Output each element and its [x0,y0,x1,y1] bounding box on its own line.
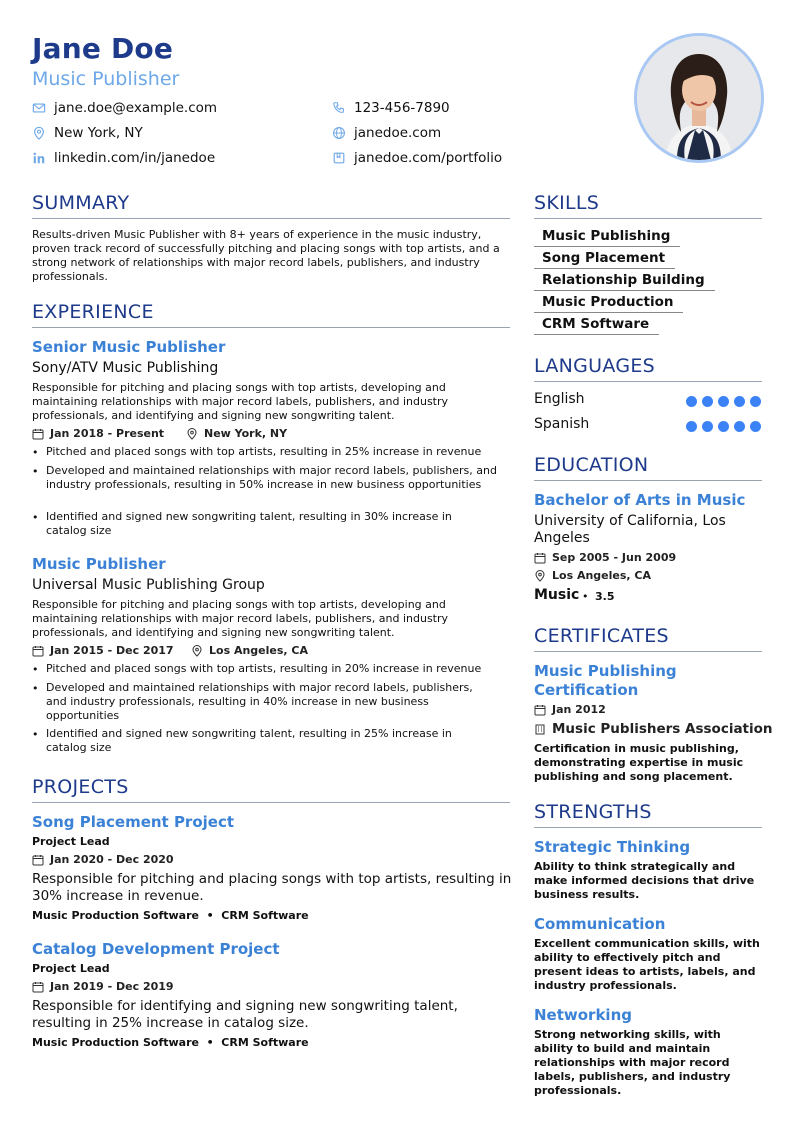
skill-tag: CRM Software [534,316,659,335]
skill-tag: Music Production [534,294,683,313]
proficiency-dot [702,421,713,432]
location-pin-icon [534,570,546,582]
job-bullet: • Pitched and placed songs with top artists, resulting in 25% increase in revenue [46,445,506,459]
proficiency-dot [686,421,697,432]
job-bullet: • Pitched and placed songs with top artists, resulting in 20% increase in revenue [46,662,506,676]
job-dates: Jan 2015 - Dec 2017 [32,644,174,657]
job-location: New York, NY [186,427,287,440]
job-company: Universal Music Publishing Group [32,577,265,593]
languages-heading: LANGUAGES [534,355,656,377]
skills-heading: SKILLS [534,192,600,214]
education-divider [534,480,762,481]
project-role: Project Lead [32,835,110,848]
project-description: Responsible for identifying and signing new songwriting talent, resulting in 25% increase in catalog size. [32,998,458,1031]
language-name: Spanish [534,416,590,432]
job-location: Los Angeles, CA [191,644,308,657]
experience-divider [32,327,510,328]
location-pin-icon [191,645,203,657]
skills-divider [534,218,762,219]
calendar-icon [32,981,44,993]
globe-icon [332,126,346,140]
job-dates: Jan 2018 - Present [32,427,164,440]
education-location: Los Angeles, CA [534,569,651,582]
job-title: Music Publisher [32,555,166,573]
linkedin-icon [32,151,46,165]
skill-tag: Relationship Building [534,272,715,291]
experience-heading: EXPERIENCE [32,301,154,323]
job-description: Responsible for pitching and placing songs with top artists, developing and maintaining relationships with major record labels, publishers, and industry professionals, and identifying and signing new songwriting talent. [32,381,449,422]
certificate-issuer: Music Publishers Association [534,721,773,737]
project-role: Project Lead [32,962,110,975]
contact-location: New York, NY [32,125,143,141]
proficiency-dot [750,421,761,432]
calendar-icon [32,428,44,440]
strength-title: Networking [534,1006,632,1024]
calendar-icon [32,645,44,657]
education-dates: Sep 2005 - Jun 2009 [534,551,676,564]
mail-icon [32,101,46,115]
contact-email[interactable]: jane.doe@example.com [32,100,217,116]
avatar [637,36,761,160]
portfolio-icon [332,151,346,165]
education-heading: EDUCATION [534,454,649,476]
education-gpa: 3.5 [595,590,615,603]
proficiency-dot [734,396,745,407]
project-description: Responsible for pitching and placing songs with top artists, resulting in 30% increase in revenue. [32,871,512,904]
strength-description: Excellent communication skills, with ability to effectively pitch and present ideas to artists, labels, and industry professionals. [534,937,760,992]
certificate-description: Certification in music publishing, demonstrating expertise in music publishing and song placement. [534,742,744,783]
phone-icon [332,101,346,115]
certificate-title: Music Publishing Certification [534,662,677,699]
skill-tag: Song Placement [534,250,675,269]
proficiency-dot [686,396,697,407]
strength-title: Communication [534,915,666,933]
job-title: Senior Music Publisher [32,338,226,356]
candidate-name: Jane Doe [32,32,174,65]
profile-photo [634,33,764,163]
project-dates: Jan 2019 - Dec 2019 [32,980,174,993]
projects-divider [32,802,510,803]
job-description: Responsible for pitching and placing songs with top artists, developing and maintaining relationships with major record labels, publishers, and industry professionals, and identifying and signing new songwriting talent. [32,598,449,639]
contact-website[interactable]: janedoe.com [332,125,441,141]
job-bullet: • Identified and signed new songwriting talent, resulting in 25% increase in catalog size [46,727,486,755]
building-icon [534,723,546,735]
strength-description: Ability to think strategically and make informed decisions that drive business results. [534,860,755,901]
strength-title: Strategic Thinking [534,838,691,856]
strengths-heading: STRENGTHS [534,801,652,823]
calendar-icon [534,552,546,564]
project-title: Song Placement Project [32,813,235,831]
strength-description: Strong networking skills, with ability to build and maintain relationships with major record labels, publishers, and industry professionals. [534,1028,731,1097]
job-bullet: • Developed and maintained relationships with major record labels, publishers, and industry professionals, resulting in 40% increase in new business opportunities [46,681,496,723]
candidate-title: Music Publisher [32,68,180,90]
job-bullet: • Identified and signed new songwriting talent, resulting in 30% increase in catalog size [46,510,486,538]
summary-divider [32,218,510,219]
language-name: English [534,391,585,407]
project-tools: Music Production Software • CRM Software [32,1036,309,1049]
proficiency-dot [734,421,745,432]
degree-title: Bachelor of Arts in Music [534,491,746,509]
summary-heading: SUMMARY [32,192,130,214]
project-tools: Music Production Software • CRM Software [32,909,309,922]
education-field: Music [534,587,580,603]
projects-heading: PROJECTS [32,776,129,798]
skill-tag: Music Publishing [534,228,680,247]
contact-phone[interactable]: 123-456-7890 [332,100,450,116]
location-pin-icon [32,126,46,140]
certificates-divider [534,651,762,652]
job-bullet: • Developed and maintained relationships with major record labels, publishers, and industry professionals, resulting in 50% increase in new business opportunities [46,464,506,492]
proficiency-dot [702,396,713,407]
proficiency-dot [718,421,729,432]
contact-linkedin[interactable]: linkedin.com/in/janedoe [32,150,215,166]
location-pin-icon [186,428,198,440]
certificate-date: Jan 2012 [534,703,606,716]
strengths-divider [534,827,762,828]
certificates-heading: CERTIFICATES [534,625,669,647]
job-company: Sony/ATV Music Publishing [32,360,219,376]
contact-portfolio[interactable]: janedoe.com/portfolio [332,150,502,166]
calendar-icon [32,854,44,866]
calendar-icon [534,704,546,716]
proficiency-dot [750,396,761,407]
proficiency-dot [718,396,729,407]
gpa-separator: • [582,590,589,603]
project-dates: Jan 2020 - Dec 2020 [32,853,174,866]
school-name: University of California, Los Angeles [534,513,726,546]
project-title: Catalog Development Project [32,940,280,958]
languages-divider [534,381,762,382]
summary-text: Results-driven Music Publisher with 8+ years of experience in the music industry, proven track record of successfully pitching and placing songs with top artists, and a strong network of relationships with major record labels, publishers, and industry professionals. [32,228,500,283]
